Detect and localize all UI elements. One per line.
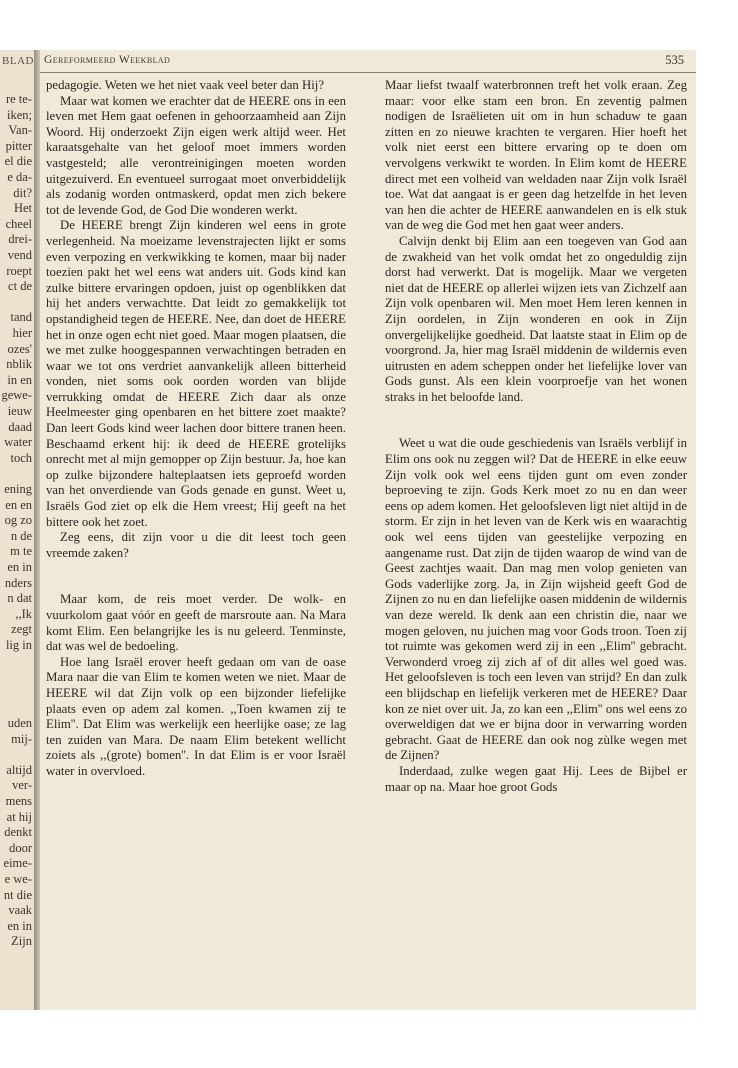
previous-page-line: daad <box>8 419 32 434</box>
previous-page-line: denkt <box>4 825 32 840</box>
paragraph: Calvijn denkt bij Elim aan een toegeven van God aan de zwakheid van het volk omdat het zo ongeduldig zijn dorst had verwerkt. Dat is mogelijk. Maar we vergeten niet dat de HEERE op allerlei wijzen iets van Zichzelf aan Zijn volk openbaren wil. Men moet Hem leren kennen in Zijn oordelen, in Zijn wonderen en ook in Zijn onvergelijkelijke goedheid. Dat laatste staat in Elim op de voorgrond. Ja, hier mag Israël middenin de wildernis even uitrusten en adem scheppen onder het liefelijke lover van Gods gunst. Als een klein voorproefje van het wonen straks in het beloofde land. <box>385 233 687 404</box>
previous-page-line: Het <box>13 201 32 216</box>
paragraph: Maar kom, de reis moet verder. De wolk- en vuurkolom gaat vóór en geeft de marsroute aan. Na Mara komt Elim. Een belangrijke les is nu geleerd. Tenminste, dat was wel de bedoeling. <box>46 592 346 654</box>
previous-page-line: vaak <box>8 903 32 918</box>
previous-page-line: og zo <box>4 513 32 528</box>
previous-page-line: at hij <box>6 809 32 824</box>
previous-page-edge <box>0 50 34 1010</box>
paragraph: pedagogie. Weten we het niet vaak veel beter dan Hij? <box>46 78 325 92</box>
previous-page-line: nt die <box>3 887 32 902</box>
previous-page-line: drei- <box>8 232 32 247</box>
previous-page-line: en in <box>7 560 32 574</box>
previous-page-line: nblik <box>6 357 32 372</box>
magazine-page <box>40 50 696 1010</box>
previous-page-header: BLAD <box>2 55 34 67</box>
paragraph: Hoe lang Israël erover heeft gedaan om van de oase Mara naar die van Elim te komen weten we niet. Maar de HEERE wil dat Zijn volk op een bijzonder liefelijke plaats even op adem zal komen. ,,Toen kwamen zij te Elim''. Dat Elim was werkelijk een heerlijke oase; ze lag ten zuiden van Mara. De naam Elim betekent wellicht zoiets als ,,(grote) bomen''. In dat Elim is er voor Israël water in overvloed. <box>46 654 346 778</box>
paragraph: Maar wat komen we erachter dat de HEERE ons in een leven met Hem gaat oefenen in gehoorzaamheid aan Zijn Woord. Hij onderzoekt Zijn eigen werk altijd weer. Het karaatsgehalte van het geloof moet immers worden vastgesteld; alle verontreinigingen moeten worden uitgezuiverd. En eventueel surrogaat moet onverbiddelijk als zodanig worden ontmaskerd, opdat men zich bekere tot de levende God, de God Die wonderen werkt. <box>46 93 346 217</box>
previous-page-line: nders <box>4 575 32 590</box>
previous-page-line: lig in <box>5 638 32 652</box>
previous-page-line: gewe- <box>1 388 32 403</box>
previous-page-line: door <box>9 840 32 855</box>
previous-page-line: ieuw <box>7 404 32 418</box>
previous-page-line: m te <box>10 544 32 559</box>
previous-page-line: uden <box>7 716 32 730</box>
previous-page-line: ening <box>4 482 32 496</box>
previous-page-line: tand <box>10 310 32 325</box>
previous-page-line: en in <box>7 918 32 933</box>
left-column <box>46 78 346 780</box>
previous-page-line: el die <box>4 154 32 169</box>
page-header <box>40 50 696 73</box>
paragraph: Zeg eens, dit zijn voor u die dit leest toch geen vreemde zaken? <box>46 530 346 560</box>
previous-page-line: in en <box>7 372 32 387</box>
previous-page-line: n de <box>10 528 32 543</box>
previous-page-line: ver- <box>12 778 32 793</box>
previous-page-line: Van- <box>8 123 32 138</box>
previous-page-line: en en <box>5 497 32 512</box>
previous-page-line: mij- <box>11 731 32 746</box>
previous-page-line: re te- <box>5 92 32 106</box>
previous-page-line: cheel <box>5 216 32 231</box>
previous-page-line: hier <box>12 326 32 340</box>
previous-page-line: n dat <box>7 591 32 606</box>
previous-page-line: Zijn <box>11 934 32 949</box>
running-head: Gereformeerd Weekblad <box>44 54 171 66</box>
previous-page-line: toch <box>10 450 32 465</box>
paragraph: Inderdaad, zulke wegen gaat Hij. Lees de Bijbel er maar op na. Maar hoe groot Gods <box>385 763 687 794</box>
previous-page-line: e we- <box>4 872 32 886</box>
previous-page-line: vend <box>7 248 32 262</box>
previous-page-line: water <box>4 435 32 450</box>
previous-page-line: mens <box>5 794 32 808</box>
previous-page-line: iken; <box>7 107 32 122</box>
previous-page-line: dit? <box>13 185 32 200</box>
paragraph: De HEERE brengt Zijn kinderen wel eens in grote verlegenheid. Na moeizame levenstrajecten lijkt er soms even verpozing en verkwikking te komen, maar bij nader toezien pakt het wel eens wat anders uit. Gods kind kan zulke bittere ervaringen opdoen, juist op ogenblikken dat hij het anders verwachtte. Dat leidt zo gemakkelijk tot opstandigheid tegen de HEERE. Nee, dan doet de HEERE het in onze ogen echt niet goed. Maar mogen plaatsen, die we met zulke hooggespannen verwachtingen betraden en waar we tot ons verdriet aanvankelijk alleen bitterheid vonden, niet soms ook oorden worden van blijde verrukking omdat de HEERE Zich daar als onze Heelmeester ging openbaren en het bittere zoet maakte? Dan leert Gods kind weer lachen door bittere tranen heen. Beschaamd erkent hij: ik deed de HEERE grotelijks onrecht met al mijn gemopper op Zijn bestuur. Ja, hoe kan op zulke bijzondere halteplaatsen iets geproefd worden van het onverdiende van Gods genade en gunst. Weet u, Israëls God ziet op elk die Hem vreest; Hij geeft na het bittere ook het zoet. <box>46 218 346 529</box>
previous-page-line: pitter <box>5 138 32 153</box>
previous-page-line: ct de <box>8 279 32 294</box>
previous-page-line: zegt <box>11 622 32 637</box>
previous-page-line: eime- <box>3 856 32 871</box>
previous-page-line: e da- <box>7 170 32 184</box>
right-column <box>385 78 687 795</box>
previous-page-line: altijd <box>6 762 32 777</box>
paragraph: Maar liefst twaalf waterbronnen treft het volk eraan. Zeg maar: voor elke stam een bron. En zeventig palmen nodigen de Israëlieten uit om in hun schaduw te gaan zitten en zo nieuwe krachten te vergaren. Hier hoeft het volk niet eerst een bittere ervaring op te doen om vervolgens verkwikt te worden. In Elim komt de HEERE direct met een volheid van weldaden naar Zijn volk Israël toe. Wat dat aangaat is er geen dag hetzelfde in het leven van hen die achter de HEERE aanwandelen en is elk stuk van de weg die God met hen gaat weer anders. <box>385 78 687 233</box>
previous-page-line: roept <box>6 263 32 278</box>
previous-page-line: ,,Ik <box>15 606 32 621</box>
previous-page-line: ozes' <box>7 341 32 356</box>
page-number: 535 <box>665 53 684 67</box>
paragraph: Weet u wat die oude geschiedenis van Israëls verblijf in Elim ons ook nu zeggen wil? Dat de HEERE in elke eeuw Zijn volk ook wel eens tijden gunt om even zonder beproeving te zijn. Gods Kerk moet zo nu en dan weer eens op adem komen. Het geloofsleven ligt niet altijd in de storm. Er zijn in het leven van de Kerk wis en waarachtig ook wel eens tijden van geestelijke verpozing en aangename rust. Dat zijn de tijden waarop de wind van de Geest zachtjes waait. Dan mag men volop genieten van Gods vaderlijke zorg. Ja, in Zijn wijsheid geeft God de Zijnen zo nu en dan liefelijke oasen middenin de wildernis van deze wereld. Ik denk aan een christin die, naar we mogen geloven, nu juichen mag voor Gods troon. Toen zij tot ruimte was gekomen werd zij in een ,,Elim'' gebracht. Verwonderd vroeg zij zich af of dit alles wel goed was. Het geloofsleven is toch een leven van strijd? En dan zulk een blijdschap en liefelijk verkeren met de HEERE? Daar kon ze niet over uit. Ja, zo kan een ,,Elim'' ons wel eens zo overweldigen dat we er bijna door in verwarring worden gebracht. Gaat de HEERE dan ook nog zùlke wegen met de Zijnen? <box>385 436 687 763</box>
